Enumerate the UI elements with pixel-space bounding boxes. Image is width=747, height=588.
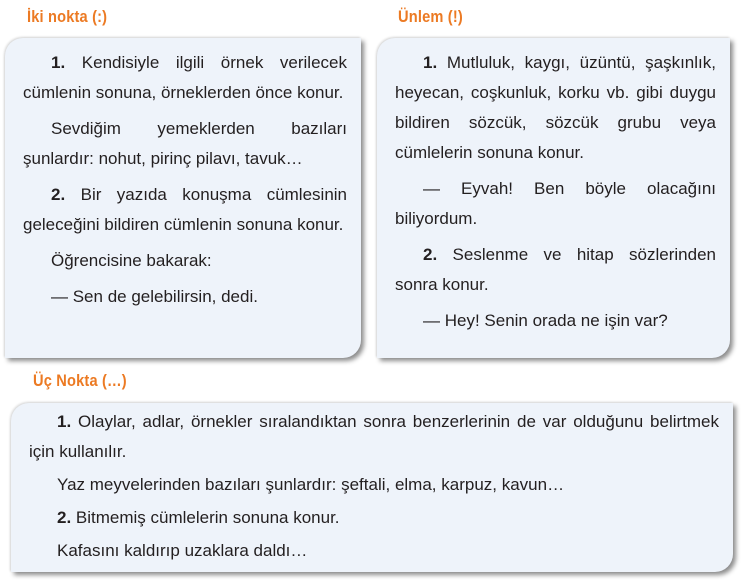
example-2: — Hey! Senin orada ne işin var? <box>423 311 668 330</box>
rule-text: Mutluluk, kaygı, üzüntü, şaşkınlık, heyecan, coşkunluk, korku vb. gibi duygu bildiren sözcük, sözcük grubu veya cümlelerin sonuna konur. <box>395 53 716 162</box>
rule-number: 1. <box>51 53 66 72</box>
rule-text: Kendisiyle ilgili örnek verilecek cümlenin sonuna, örneklerden önce konur. <box>23 53 347 102</box>
rule-number: 2. <box>51 185 66 204</box>
section-title-uc-nokta: Üç Nokta (…) <box>33 371 127 390</box>
rule-2 <box>23 180 347 240</box>
rule-text: Seslenme ve hitap sözlerinden sonra konur. <box>395 245 716 294</box>
example-2-line-2: — Sen de gelebilirsin, dedi. <box>51 287 258 306</box>
rule-1 <box>29 407 719 467</box>
rule-text: Olaylar, adlar, örnekler sıralandıktan sonra benzerlerinin de var olduğunu belirtmek için kullanılır. <box>29 412 719 461</box>
rule-text: Bitmemiş cümlelerin sonuna konur. <box>71 508 340 527</box>
rule-2 <box>29 503 719 533</box>
example-1: Yaz meyvelerinden bazıları şunlardır: şeftali, elma, karpuz, kavun… <box>57 475 565 494</box>
rule-number: 1. <box>57 412 72 431</box>
unlem-box <box>377 38 730 358</box>
rule-1 <box>395 48 716 168</box>
iki-nokta-box <box>5 38 361 358</box>
example-1: Sevdiğim yemeklerden bazıları şunlardır: nohut, pirinç pilavı, tavuk… <box>23 119 347 168</box>
section-title-iki-nokta: İki nokta (:) <box>27 7 108 26</box>
rule-1 <box>23 48 347 108</box>
rule-number: 2. <box>57 508 72 527</box>
uc-nokta-box <box>11 403 733 572</box>
example-1: — Eyvah! Ben böyle olacağını biliyordum. <box>395 179 716 228</box>
rule-text: Bir yazıda konuşma cümlesinin geleceğini bildiren cümlenin sonuna konur. <box>23 185 347 234</box>
rule-number: 1. <box>423 53 438 72</box>
rule-number: 2. <box>423 245 438 264</box>
section-title-unlem: Ünlem (!) <box>398 7 463 26</box>
example-2-line-1: Öğrencisine bakarak: <box>51 251 212 270</box>
example-2: Kafasını kaldırıp uzaklara daldı… <box>57 541 308 560</box>
rule-2 <box>395 240 716 300</box>
